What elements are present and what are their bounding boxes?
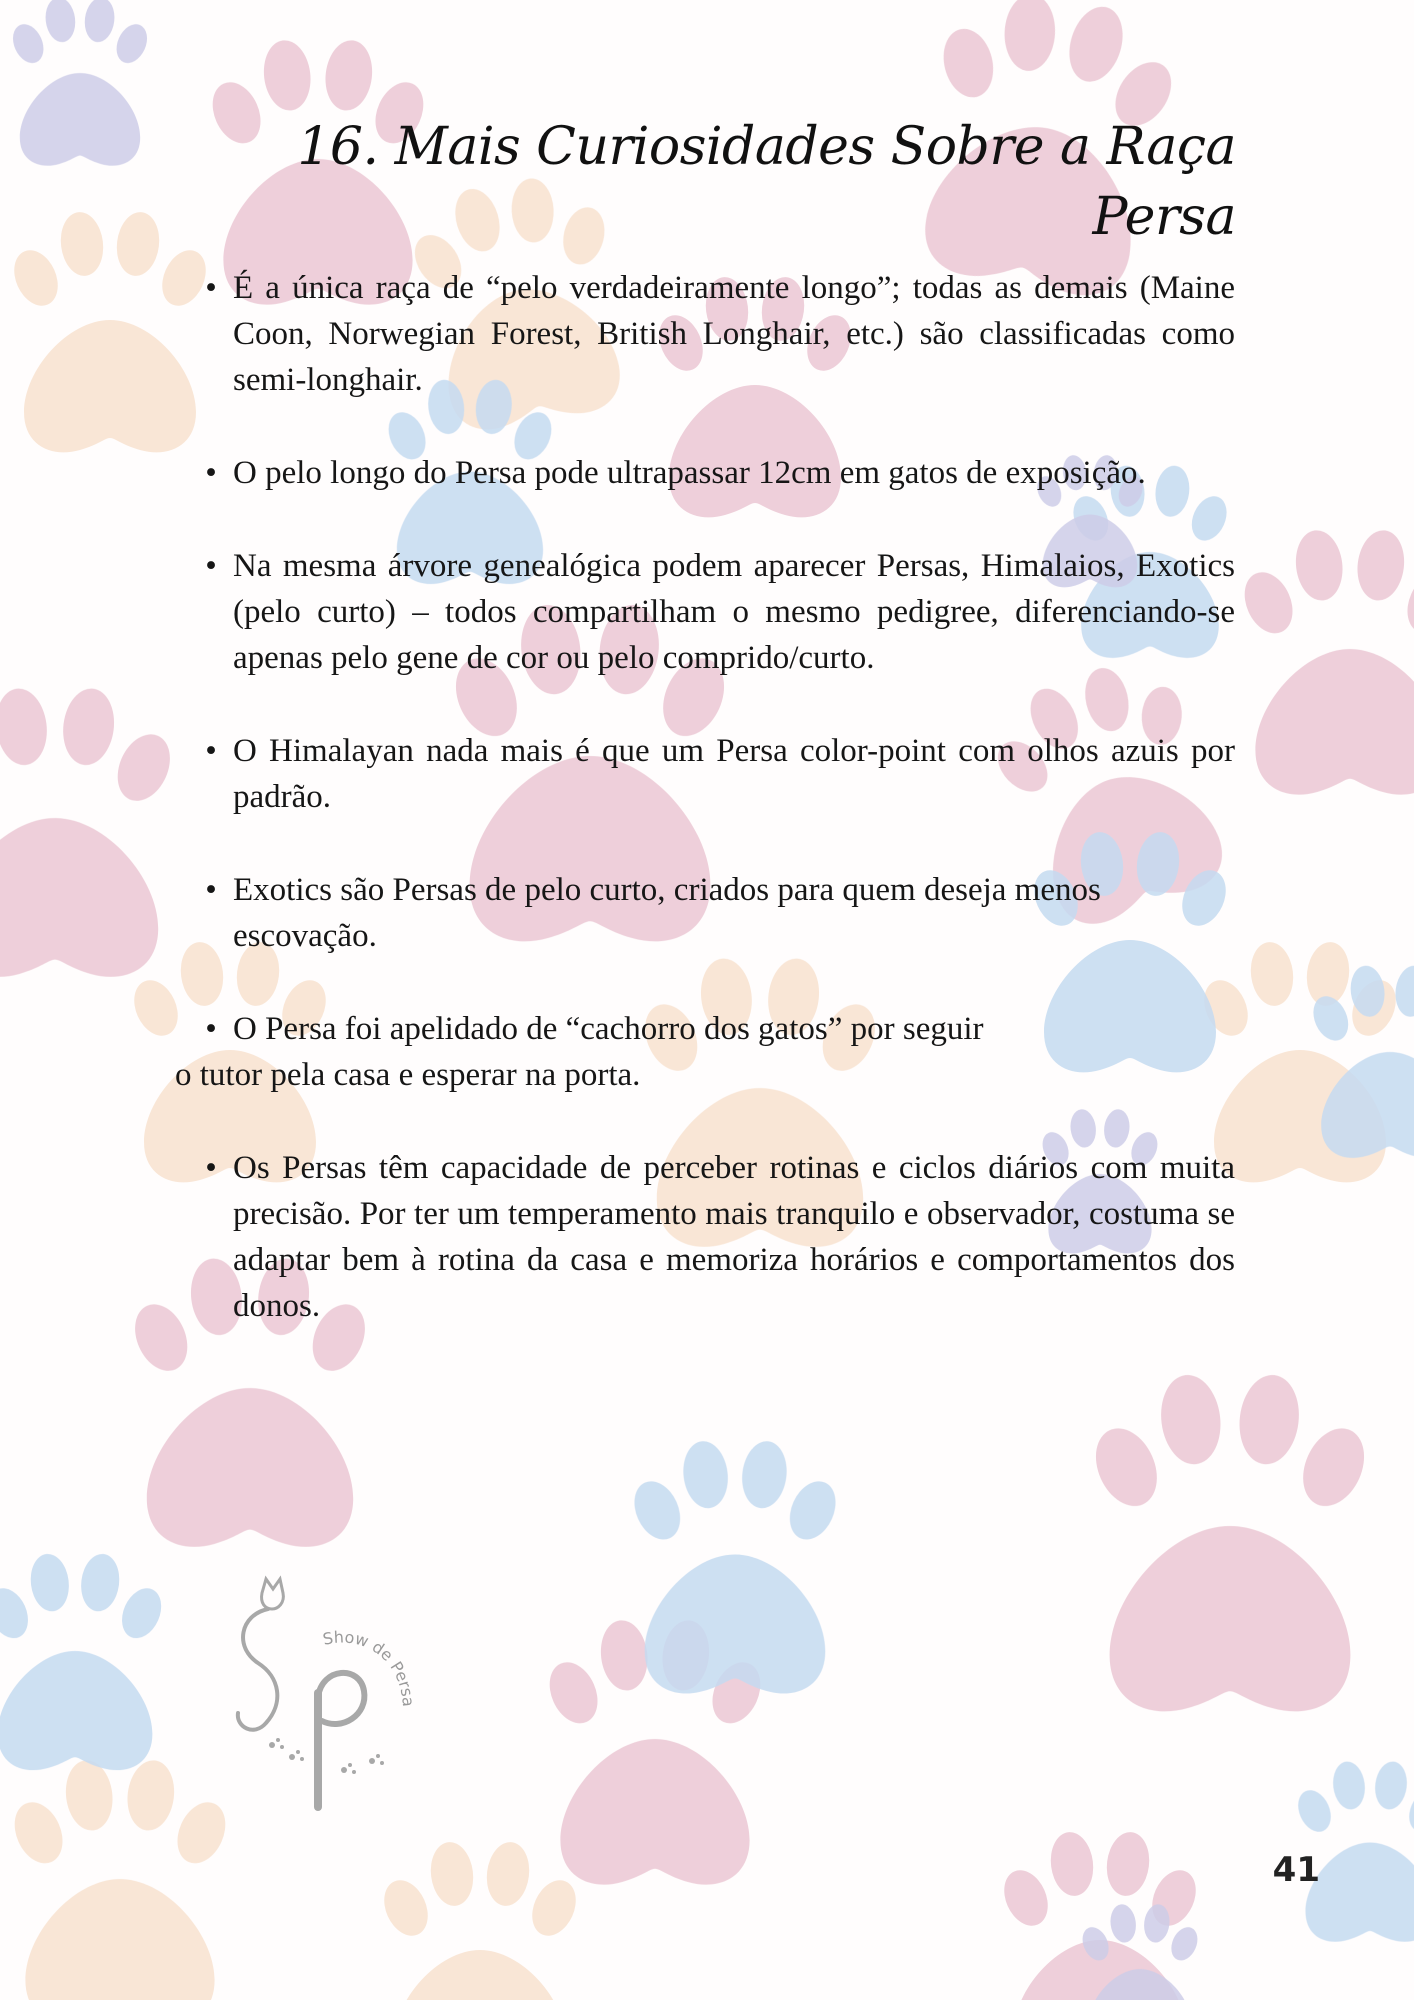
- page-title: 16. Mais Curiosidades Sobre a Raça Persa: [297, 117, 1236, 247]
- list-item-text: O pelo longo do Persa pode ultrapassar 12cm em gatos de exposição.: [233, 455, 1146, 491]
- list-item: [175, 867, 1235, 959]
- cat-icon: [262, 1579, 284, 1609]
- list-item: [175, 543, 1235, 681]
- list-item-text-continuation: o tutor pela casa e esperar na porta.: [175, 1057, 641, 1093]
- list-item-text: Na mesma árvore genealógica podem aparecer Persas, Himalaios, Exotics (pelo curto) – todos compartilham o mesmo pedigree, diferenciando-se apenas pelo gene de cor ou pelo comprido/curto.: [233, 548, 1235, 676]
- list-item: [175, 728, 1235, 820]
- list-item: [175, 450, 1235, 496]
- bullet-icon: •: [205, 270, 217, 306]
- list-item-text: É a única raça de “pelo verdadeiramente longo”; todas as demais (Maine Coon, Norwegian Forest, British Longhair, etc.) são classificadas como semi-longhair.: [233, 270, 1235, 398]
- list-item-text: Os Persas têm capacidade de perceber rotinas e ciclos diários com muita precisão. Por ter um temperamento mais tranquilo e observador, costuma se adaptar bem à rotina da casa e memoriza horários e comportamentos dos donos.: [233, 1150, 1235, 1324]
- bullet-icon: •: [205, 455, 217, 491]
- list-item: [175, 265, 1235, 403]
- bullet-icon: •: [205, 1150, 217, 1186]
- bullet-icon: •: [205, 548, 217, 584]
- bullet-icon: •: [205, 872, 217, 908]
- list-item: [175, 1006, 1235, 1098]
- list-item-line: [175, 1006, 1235, 1052]
- bullet-icon: •: [205, 1011, 217, 1047]
- show-de-persa-logo: [232, 1575, 437, 1815]
- page-number: 41: [1272, 1850, 1320, 1890]
- logo-text: Show de Persa: [321, 1627, 419, 1708]
- list-item: [175, 1145, 1235, 1329]
- list-item-text: Exotics são Persas de pelo curto, criados para quem deseja menos escovação.: [233, 872, 1101, 954]
- curiosities-list: [175, 265, 1235, 1376]
- list-item-text: O Himalayan nada mais é que um Persa color-point com olhos azuis por padrão.: [233, 733, 1235, 815]
- bullet-icon: •: [205, 733, 217, 769]
- list-item-text: O Persa foi apelidado de “cachorro dos gatos” por seguir: [233, 1011, 984, 1047]
- paw-print-icon: [269, 1738, 384, 1774]
- svg-text:Show de Persa: [321, 1627, 418, 1707]
